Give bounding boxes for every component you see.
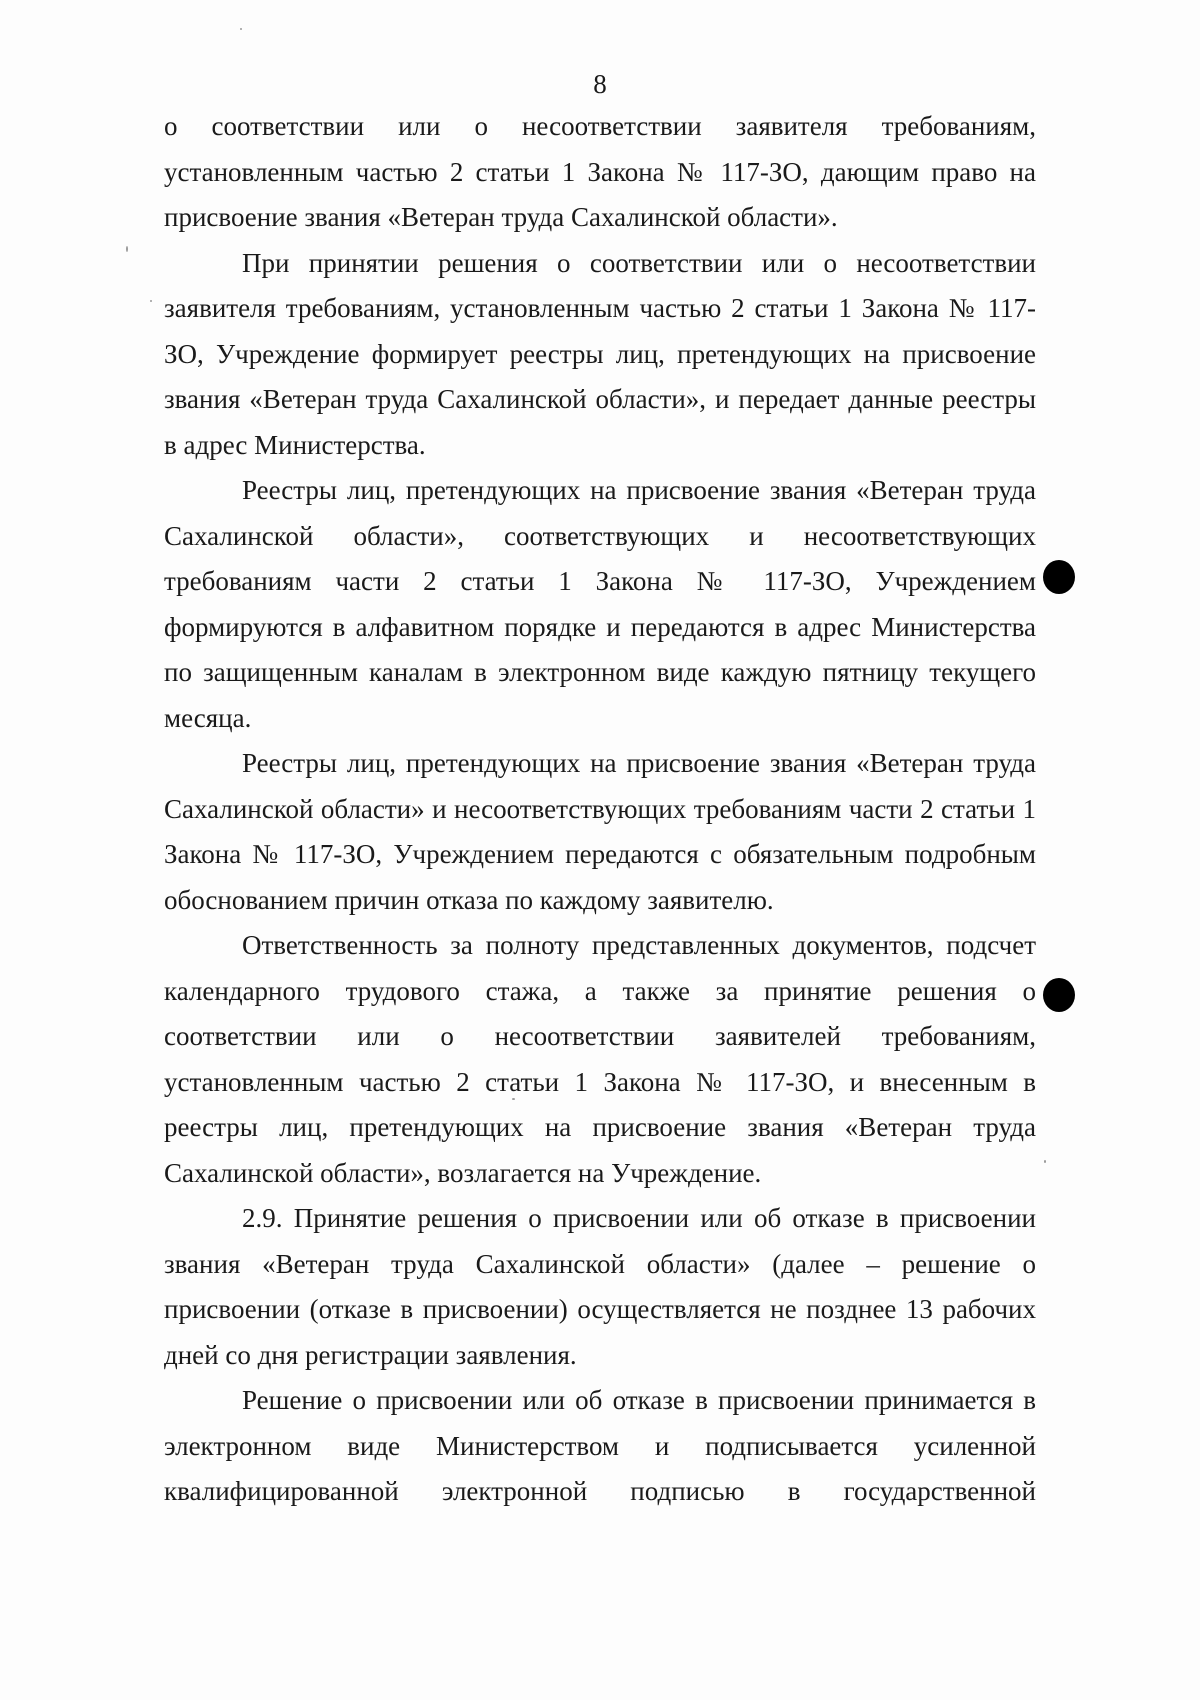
page-number: 8 bbox=[593, 69, 607, 99]
scan-speck bbox=[240, 28, 242, 30]
scan-speck bbox=[1044, 1160, 1046, 1163]
punch-hole-lower bbox=[1043, 978, 1075, 1012]
document-body bbox=[164, 104, 1036, 1515]
scan-speck bbox=[150, 300, 152, 302]
punch-hole-upper bbox=[1043, 560, 1075, 594]
paragraph-continuation: о соответствии или о несоответствии заявителя требованиям, установленным частью 2 статьи 1 Закона № 117-ЗО, дающим право на присвоение звания «Ветеран труда Сахалинской области». bbox=[164, 111, 1036, 232]
paragraph-registry-formation: При принятии решения о соответствии или о несоответствии заявителя требованиям, установленным частью 2 статьи 1 Закона № 117-ЗО, Учреждение формирует реестры лиц, претендующих на присвоение звания «Ветеран труда Сахалинской области», и передает данные реестры в адрес Министерства. bbox=[164, 247, 1036, 460]
paragraph-registry-refusal: Реестры лиц, претендующих на присвоение звания «Ветеран труда Сахалинской области» и несоответствующих требованиям части 2 статьи 1 Закона № 117-ЗО, Учреждением передаются с обязательным подробным обоснованием причин отказа по каждому заявителю. bbox=[164, 748, 1036, 915]
scan-speck bbox=[126, 246, 128, 252]
scan-speck bbox=[512, 1098, 515, 1100]
paragraph-section-2-9: 2.9. Принятие решения о присвоении или об отказе в присвоении звания «Ветеран труда Сахалинской области» (далее – решение о присвоении (отказе в присвоении) осуществляется не позднее 13 рабочих дней со дня регистрации заявления. bbox=[164, 1203, 1036, 1370]
paragraph-responsibility: Ответственность за полноту представленных документов, подсчет календарного трудового стажа, а также за принятие решения о соответствии или о несоответствии заявителей требованиям, установленным частью 2 статьи 1 Закона № 117-ЗО, и внесенным в реестры лиц, претендующих на присвоение звания «Ветеран труда Сахалинской области», возлагается на Учреждение. bbox=[164, 930, 1036, 1188]
paragraph-registry-alphabetical: Реестры лиц, претендующих на присвоение звания «Ветеран труда Сахалинской области», соответствующих и несоответствующих требованиям части 2 статьи 1 Закона № 117-ЗО, Учреждением формируются в алфавитном порядке и передаются в адрес Министерства по защищенным каналам в электронном виде каждую пятницу текущего месяца. bbox=[164, 475, 1036, 733]
paragraph-decision-signature: Решение о присвоении или об отказе в присвоении принимается в электронном виде Министерством и подписывается усиленной квалифицированной электронной подписью в государственной bbox=[164, 1385, 1036, 1506]
